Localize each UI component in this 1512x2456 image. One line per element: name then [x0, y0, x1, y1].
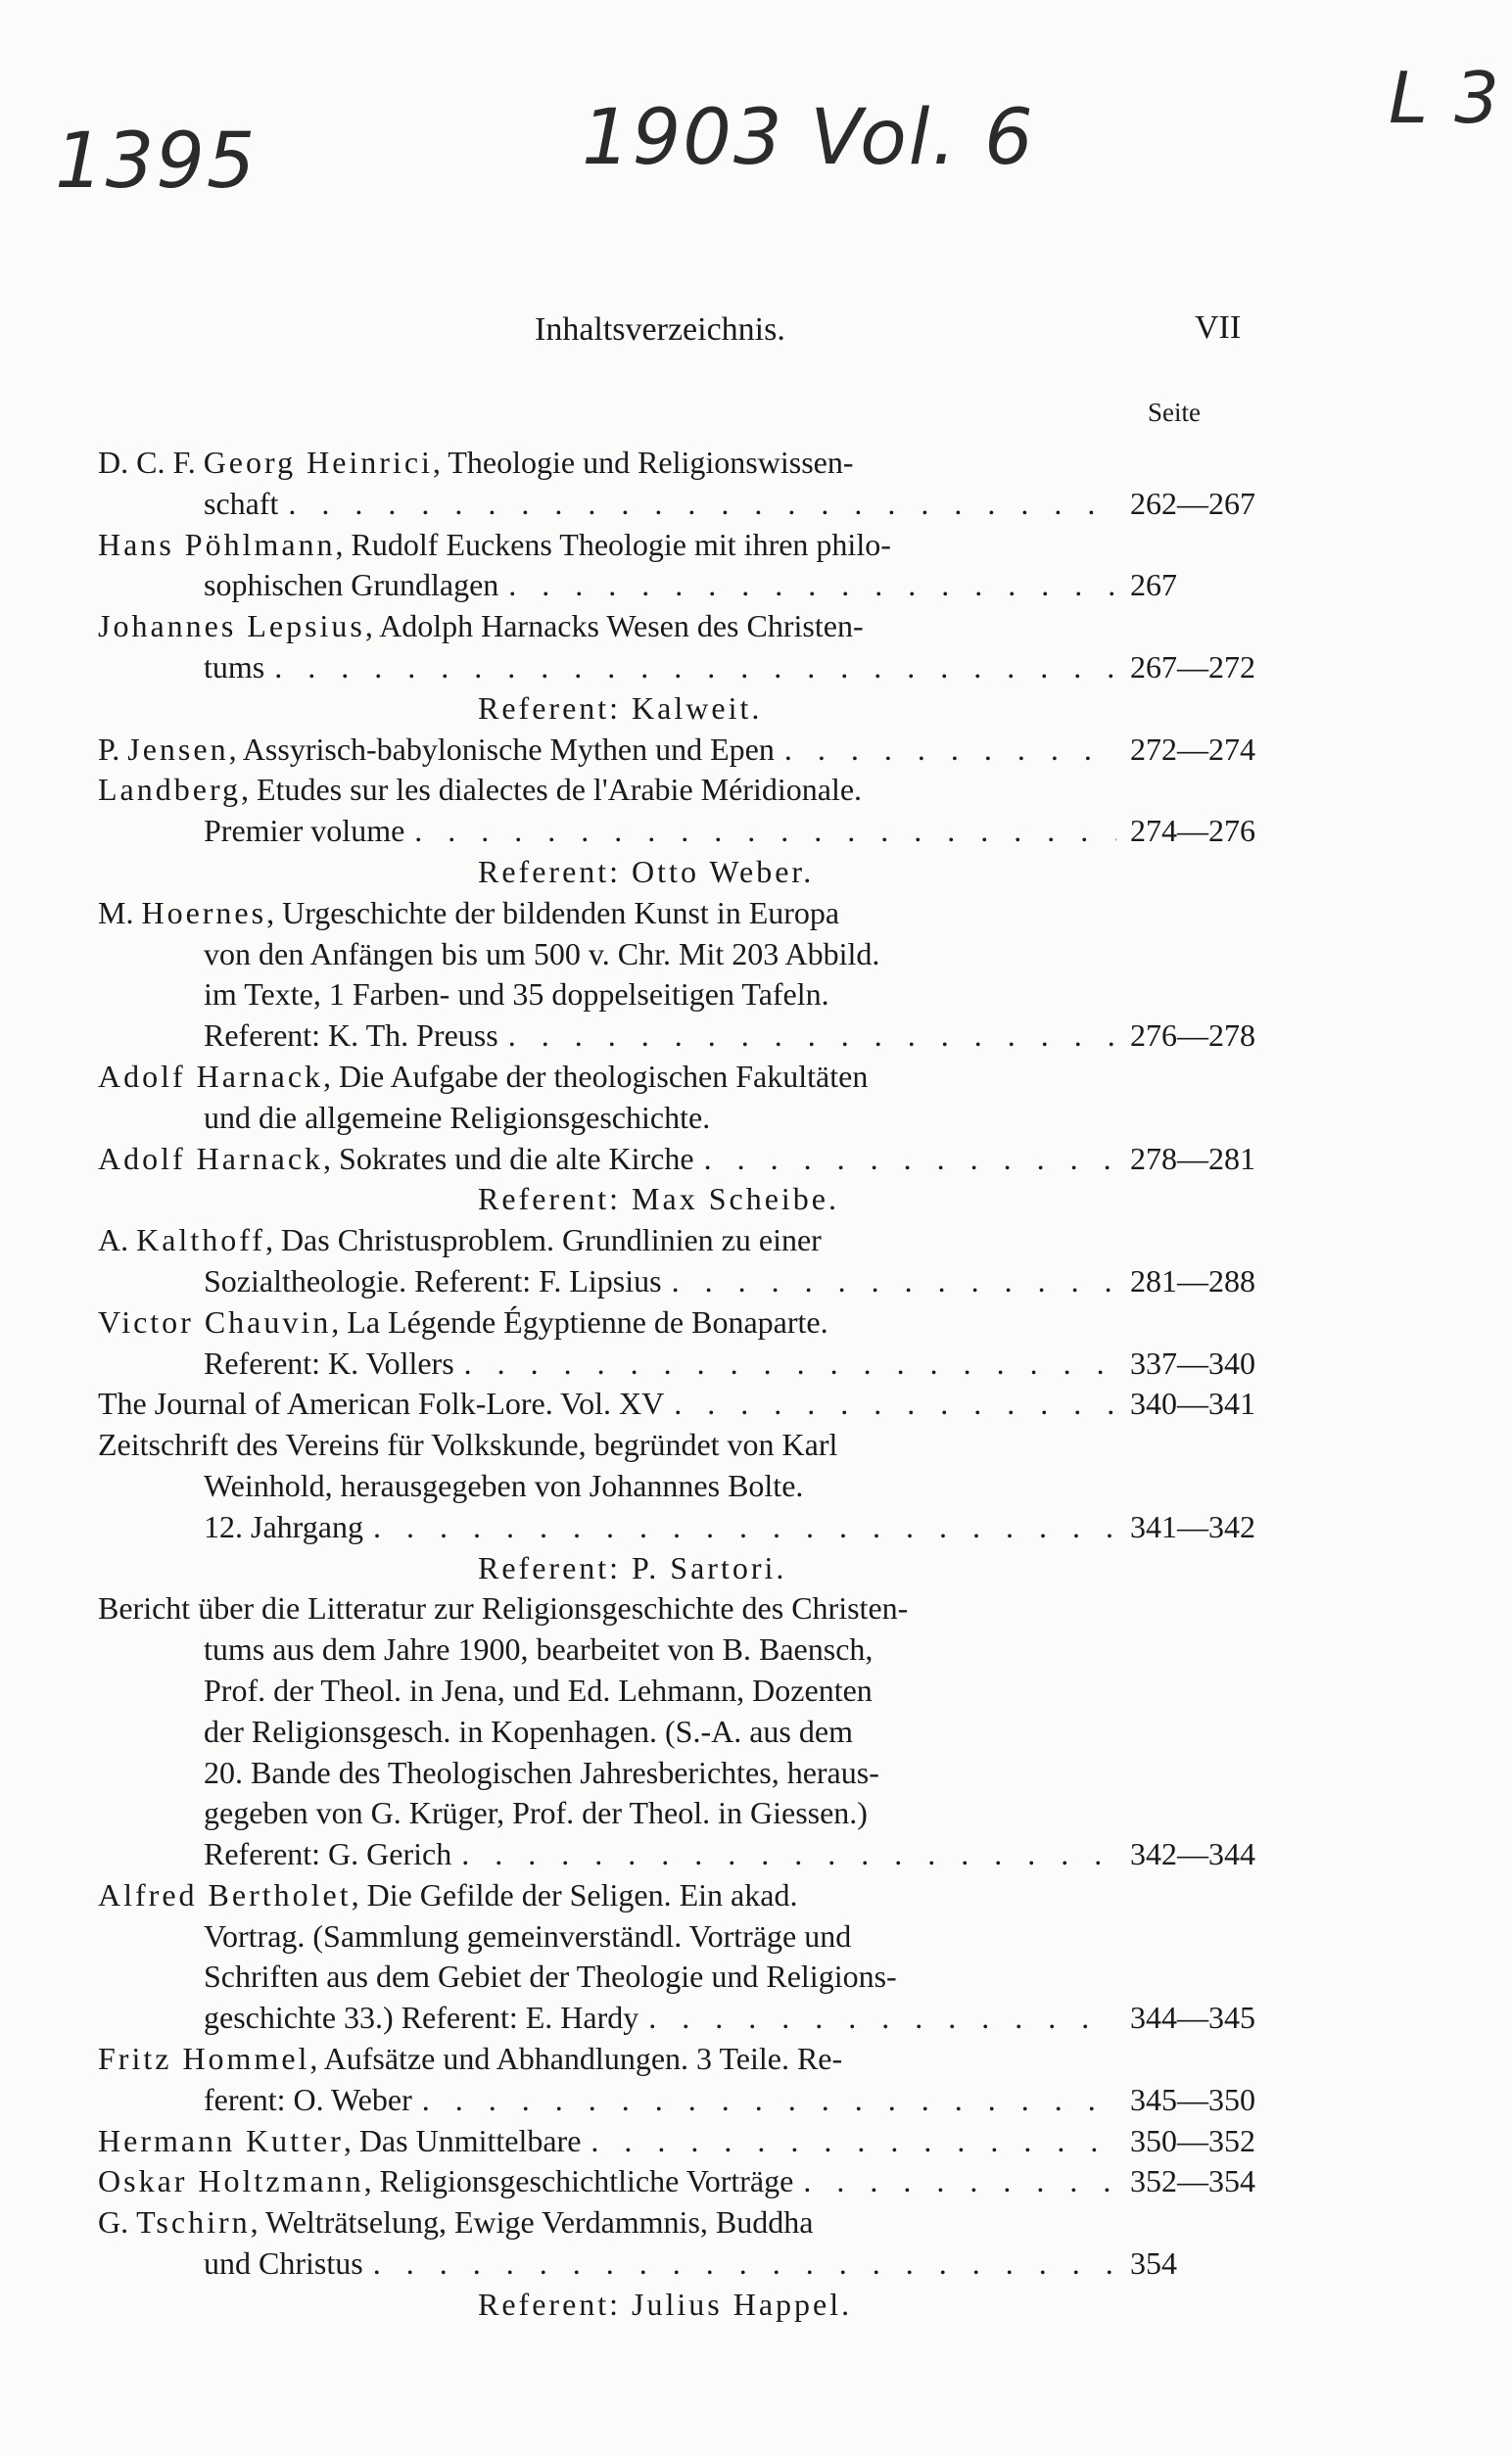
page-range: 340—341	[1130, 1386, 1255, 1422]
referent-line: Referent: K. Vollers	[204, 1345, 454, 1381]
entry-title: , Die Aufgabe der theologischen Fakultäten	[323, 1058, 869, 1094]
toc-line	[98, 1098, 1265, 1139]
toc-line	[98, 484, 1265, 525]
entry-title-cont: Schriften aus dem Gebiet der Theologie und Religions-	[204, 1959, 897, 1995]
entry-title-cont: und die allgemeine Religionsgeschichte.	[204, 1099, 711, 1135]
author-name: Jensen	[127, 731, 229, 767]
page-range: 262—267	[1130, 485, 1255, 521]
author-name: Hans Pöhlmann	[98, 526, 336, 562]
author-name: Fritz Hommel	[98, 2041, 310, 2077]
entry-title: , Sokrates und die alte Kirche	[323, 1140, 694, 1176]
entry-title: , Rudolf Euckens Theologie mit ihren philo-	[335, 526, 891, 562]
toc-line	[98, 1344, 1265, 1385]
entry-title: , Urgeschichte der bildenden Kunst in Europa	[266, 894, 840, 930]
page-range: 278—281	[1130, 1140, 1255, 1176]
toc-line	[98, 1015, 1265, 1057]
toc-line	[98, 1507, 1265, 1548]
entry-prefix: D. C. F.	[98, 445, 204, 480]
toc-line	[98, 443, 1265, 484]
entry-title-cont: tums aus dem Jahre 1900, bearbeitet von B. Baensch,	[204, 1631, 874, 1668]
entry-title-cont: 20. Bande des Theologischen Jahresberichtes, heraus-	[204, 1754, 879, 1790]
toc-line	[98, 852, 1265, 893]
referent-line: Referent: Julius Happel.	[478, 2286, 853, 2322]
author-name: Adolf Harnack	[98, 1058, 324, 1094]
page-number: VII	[1195, 309, 1242, 346]
leader-dots	[775, 730, 1116, 771]
toc-line	[98, 1302, 1265, 1344]
leader-dots	[264, 647, 1116, 688]
leader-dots	[793, 2161, 1116, 2202]
author-name: Alfred Bertholet	[98, 1876, 352, 1913]
entry-title: , Adolph Harnacks Wesen des Christen-	[364, 608, 864, 644]
entry-title-cont: von den Anfängen bis um 500 v. Chr. Mit 203 Abbild.	[204, 935, 880, 971]
referent-line: Sozialtheologie. Referent: F. Lipsius	[204, 1262, 662, 1299]
page-range: 354	[1130, 2245, 1177, 2282]
entry-prefix: A.	[98, 1222, 137, 1258]
entry-title: , Aufsätze und Abhandlungen. 3 Teile. Re-	[309, 2041, 843, 2077]
entry-title-cont: und Christus	[204, 2245, 363, 2282]
entry-title: , Das Christusproblem. Grundlinien zu einer	[264, 1222, 822, 1258]
toc-line	[98, 525, 1265, 566]
page-range: 281—288	[1130, 1262, 1255, 1299]
page-title: Inhaltsverzeichnis.	[535, 311, 785, 348]
toc-line	[98, 1548, 1265, 1589]
entry-title-cont: Prof. der Theol. in Jena, und Ed. Lehmann, Dozenten	[204, 1672, 873, 1708]
toc-line	[98, 1588, 1265, 1629]
toc-line	[98, 1753, 1265, 1794]
toc-line	[98, 934, 1265, 975]
toc-line	[98, 1179, 1265, 1220]
referent-line: geschichte 33.) Referent: E. Hardy	[204, 2000, 639, 2036]
page-range: 274—276	[1130, 813, 1255, 849]
author-name: Georg Heinrici	[203, 445, 433, 480]
entry-prefix: G.	[98, 2204, 137, 2241]
entry-title: Zeitschrift des Vereins für Volkskunde, begründet von Karl	[98, 1427, 838, 1463]
author-name: Victor Chauvin	[98, 1303, 332, 1340]
leader-dots	[581, 2121, 1116, 2162]
page-range: 344—345	[1130, 2000, 1255, 2036]
entry-title-cont: Premier volume	[204, 813, 405, 849]
leader-dots	[404, 811, 1116, 852]
leader-dots	[498, 1015, 1116, 1057]
toc-line	[98, 647, 1265, 688]
toc-line	[98, 1834, 1265, 1875]
referent-line: Referent: Kalweit.	[478, 689, 763, 726]
leader-dots	[412, 2080, 1116, 2121]
referent-line: Referent: Max Scheibe.	[478, 1181, 839, 1217]
toc-line	[98, 1139, 1265, 1180]
page-range: 337—340	[1130, 1345, 1255, 1381]
page-range: 342—344	[1130, 1836, 1255, 1872]
entry-title: , Welträtselung, Ewige Verdammnis, Buddha	[250, 2204, 814, 2241]
author-name: Tschirn	[136, 2204, 251, 2241]
author-name: Landberg	[98, 772, 242, 808]
handwritten-mark-right: L 3	[1389, 57, 1501, 139]
toc-line	[98, 770, 1265, 811]
entry-title: , La Légende Égyptienne de Bonaparte.	[331, 1303, 828, 1340]
toc-line	[98, 2121, 1265, 2162]
author-name: Hoernes	[141, 894, 267, 930]
page-range: 350—352	[1130, 2122, 1255, 2158]
leader-dots	[638, 1998, 1116, 2039]
page-range: 341—342	[1130, 1508, 1255, 1544]
leader-dots	[363, 2243, 1116, 2285]
page-range: 345—350	[1130, 2081, 1255, 2117]
leader-dots	[454, 1344, 1116, 1385]
toc-line	[98, 811, 1265, 852]
page-range: 267	[1130, 567, 1177, 603]
page-range: 352—354	[1130, 2163, 1255, 2199]
toc-line	[98, 1466, 1265, 1507]
leader-dots	[662, 1261, 1116, 1302]
table-of-contents	[98, 443, 1265, 2326]
entry-title-cont: schaft	[204, 485, 279, 521]
leader-dots	[498, 565, 1116, 606]
referent-line: Referent: Otto Weber.	[478, 853, 815, 889]
toc-line	[98, 606, 1265, 647]
referent-line: Referent: G. Gerich	[204, 1836, 452, 1872]
toc-line	[98, 893, 1265, 934]
seite-column-label: Seite	[1148, 398, 1201, 427]
toc-line	[98, 1384, 1265, 1425]
entry-title: The Journal of American Folk-Lore. Vol. XV	[98, 1386, 665, 1422]
leader-dots	[363, 1507, 1116, 1548]
entry-title-cont: sophischen Grundlagen	[204, 567, 499, 603]
entry-title: , Religionsgeschichtliche Vorträge	[363, 2163, 794, 2199]
toc-line	[98, 688, 1265, 730]
page-range: 272—274	[1130, 731, 1255, 767]
entry-title: , Theologie und Religionswissen-	[432, 445, 854, 480]
entry-title: Bericht über die Litteratur zur Religionsgeschichte des Christen-	[98, 1590, 909, 1627]
entry-title-cont: Vortrag. (Sammlung gemeinverständl. Vorträge und	[204, 1917, 852, 1954]
author-name: Kalthoff	[136, 1222, 265, 1258]
entry-title-cont: im Texte, 1 Farben- und 35 doppelseitigen Tafeln.	[204, 976, 829, 1013]
toc-line	[98, 1057, 1265, 1098]
handwritten-year-volume: 1903 Vol. 6	[582, 94, 1035, 182]
toc-line	[98, 974, 1265, 1015]
referent-line: Referent: P. Sartori.	[478, 1549, 787, 1585]
author-name: Adolf Harnack	[98, 1140, 324, 1176]
toc-line	[98, 1220, 1265, 1261]
entry-title: , Die Gefilde der Seligen. Ein akad.	[351, 1876, 798, 1913]
leader-dots	[664, 1384, 1116, 1425]
toc-line	[98, 2202, 1265, 2243]
entry-title: , Assyrisch-babylonische Mythen und Epen	[228, 731, 775, 767]
toc-line	[98, 565, 1265, 606]
leader-dots	[694, 1139, 1116, 1180]
toc-line	[98, 2161, 1265, 2202]
author-name: Oskar Holtzmann	[98, 2163, 364, 2199]
toc-line	[98, 2039, 1265, 2080]
toc-line	[98, 2243, 1265, 2285]
referent-line: Referent: K. Th. Preuss	[204, 1017, 498, 1054]
author-name: Hermann Kutter	[98, 2122, 344, 2158]
toc-line	[98, 730, 1265, 771]
toc-line	[98, 1957, 1265, 1998]
toc-line	[98, 1629, 1265, 1671]
toc-line	[98, 1671, 1265, 1712]
toc-line	[98, 1425, 1265, 1466]
entry-title-cont: gegeben von G. Krüger, Prof. der Theol. in Giessen.)	[204, 1795, 868, 1831]
entry-title-cont: 12. Jahrgang	[204, 1508, 363, 1544]
toc-line	[98, 1712, 1265, 1753]
toc-line	[98, 1261, 1265, 1302]
toc-line	[98, 1875, 1265, 1916]
entry-title-cont: tums	[204, 648, 265, 685]
toc-line	[98, 1916, 1265, 1958]
toc-line	[98, 1998, 1265, 2039]
page-range: 276—278	[1130, 1017, 1255, 1054]
leader-dots	[451, 1834, 1116, 1875]
entry-title: , Das Unmittelbare	[343, 2122, 582, 2158]
author-name: Johannes Lepsius	[98, 608, 365, 644]
entry-prefix: P.	[98, 731, 128, 767]
handwritten-number-left: 1395	[55, 118, 258, 206]
toc-line	[98, 2285, 1265, 2326]
leader-dots	[278, 484, 1116, 525]
entry-title: , Etudes sur les dialectes de l'Arabie Méridionale.	[241, 772, 863, 808]
toc-line	[98, 1793, 1265, 1834]
toc-line	[98, 2080, 1265, 2121]
entry-prefix: M.	[98, 894, 142, 930]
entry-title-cont: der Religionsgesch. in Kopenhagen. (S.-A. aus dem	[204, 1713, 853, 1749]
page-range: 267—272	[1130, 648, 1255, 685]
referent-line: ferent: O. Weber	[204, 2081, 412, 2117]
entry-title-cont: Weinhold, herausgegeben von Johannnes Bolte.	[204, 1467, 804, 1503]
